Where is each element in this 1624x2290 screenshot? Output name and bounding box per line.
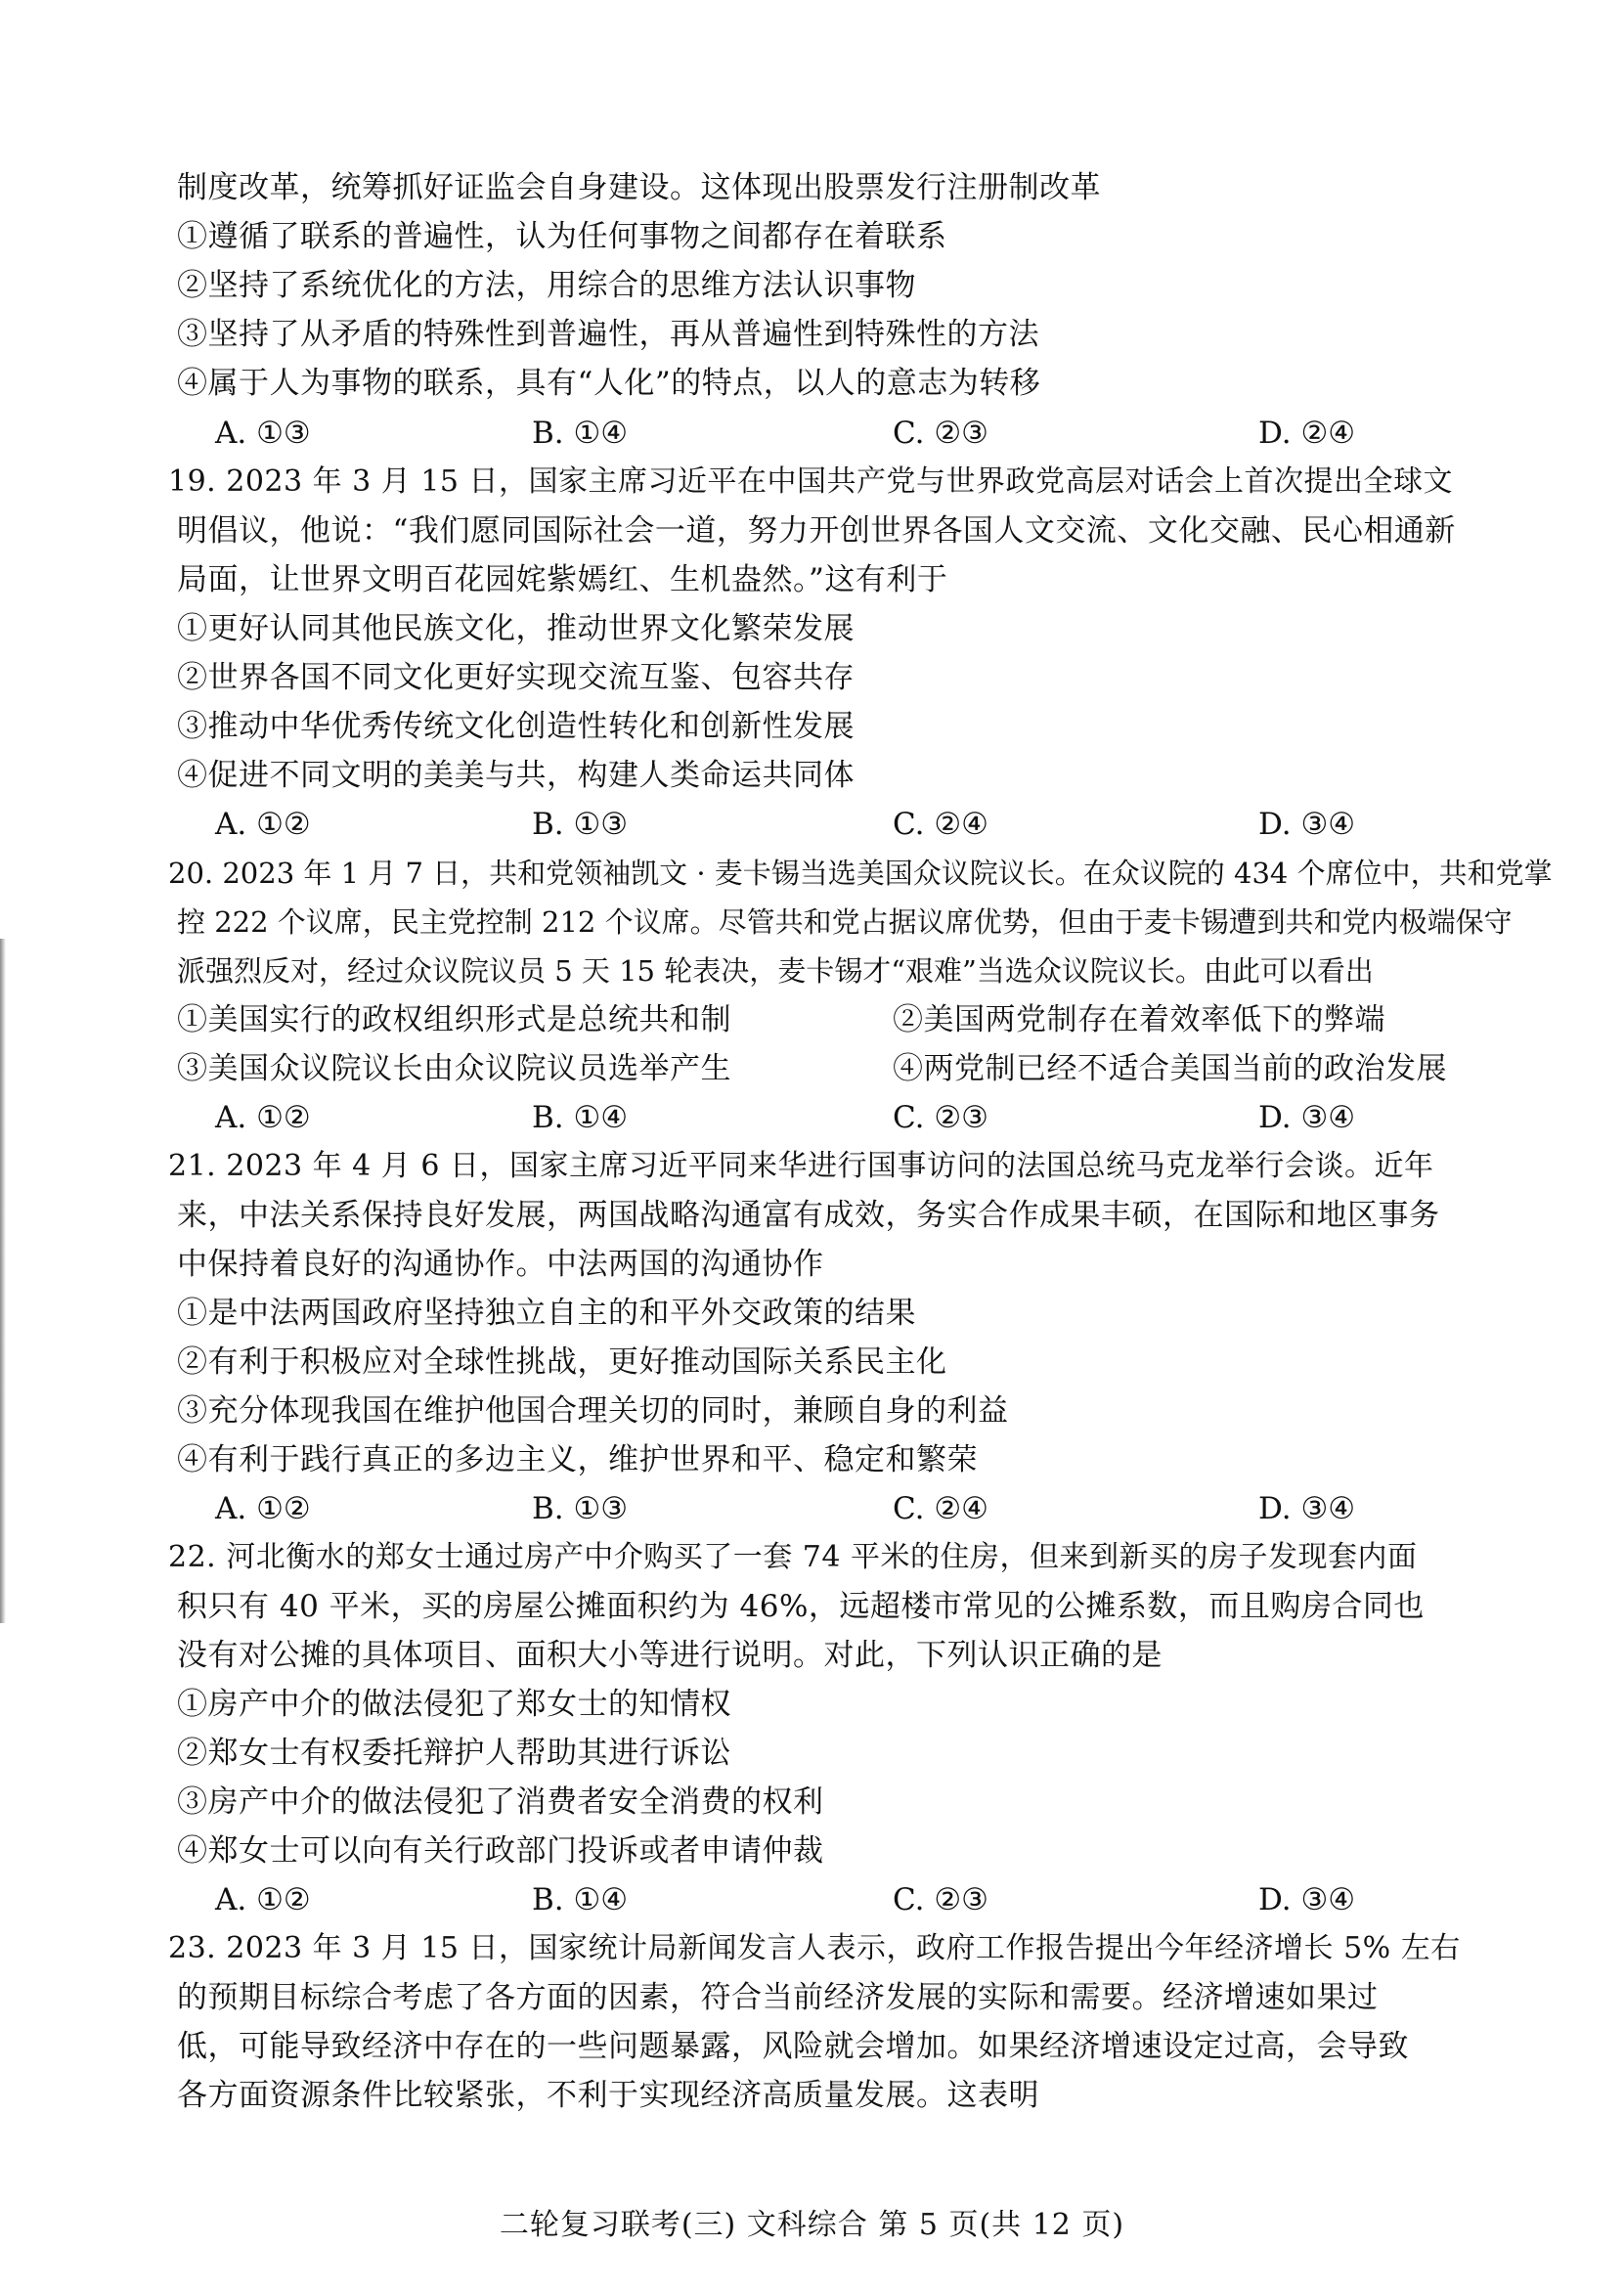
q20-option-c: C. ②③ <box>893 1100 988 1135</box>
q20-stem-line-1: 20. 2023 年 1 月 7 日，共和党领袖凯文 · 麦卡锡当选美国众议院议长。在众议院的 434 个席位中，共和党掌 <box>168 857 1553 890</box>
q19-item-3: ③推动中华优秀传统文化创造性转化和创新性发展 <box>177 709 855 744</box>
q21-item-1: ①是中法两国政府坚持独立自主的和平外交政策的结果 <box>177 1296 916 1331</box>
q20-item-2: ②美国两党制存在着效率低下的弊端 <box>893 1002 1385 1037</box>
q18-option-c: C. ②③ <box>893 416 988 451</box>
q21-item-3: ③充分体现我国在维护他国合理关切的同时，兼顾自身的利益 <box>177 1393 1009 1429</box>
q20-item-1: ①美国实行的政权组织形式是总统共和制 <box>177 1002 731 1037</box>
q19-option-c: C. ②④ <box>893 807 988 842</box>
q19-item-1: ①更好认同其他民族文化，推动世界文化繁荣发展 <box>177 611 855 646</box>
q22-item-1: ①房产中介的做法侵犯了郑女士的知情权 <box>177 1687 731 1722</box>
q22-item-3: ③房产中介的做法侵犯了消费者安全消费的权利 <box>177 1784 824 1820</box>
q18-item-1: ①遵循了联系的普遍性，认为任何事物之间都存在着联系 <box>177 219 947 254</box>
q21-stem-line-1: 21. 2023 年 4 月 6 日，国家主席习近平同来华进行国事访问的法国总统马克龙举行会谈。近年 <box>168 1149 1434 1183</box>
q19-option-b: B. ①③ <box>532 807 629 842</box>
q23-stem-line-2: 的预期目标综合考虑了各方面的因素，符合当前经济发展的实际和需要。经济增速如果过 <box>177 1980 1379 2015</box>
q20-option-b: B. ①④ <box>532 1100 629 1135</box>
q21-option-d: D. ③④ <box>1258 1491 1356 1526</box>
q20-item-3: ③美国众议院议长由众议院议员选举产生 <box>177 1051 731 1086</box>
q21-stem-line-2: 来，中法关系保持良好发展，两国战略沟通富有成效，务实合作成果丰硕，在国际和地区事务 <box>177 1198 1440 1233</box>
q21-option-c: C. ②④ <box>893 1491 988 1526</box>
q19-option-d: D. ③④ <box>1258 807 1356 842</box>
q20-stem-line-2: 控 222 个议席，民主党控制 212 个议席。尽管共和党占据议席优势，但由于麦卡锡遭到共和党内极端保守 <box>177 905 1513 939</box>
q21-item-2: ②有利于积极应对全球性挑战，更好推动国际关系民主化 <box>177 1344 947 1380</box>
q21-stem-line-3: 中保持着良好的沟通协作。中法两国的沟通协作 <box>177 1247 824 1282</box>
q18-item-4: ④属于人为事物的联系，具有“人化”的特点，以人的意志为转移 <box>177 366 1041 401</box>
q20-option-d: D. ③④ <box>1258 1100 1356 1135</box>
q21-option-b: B. ①③ <box>532 1491 629 1526</box>
q23-stem-line-4: 各方面资源条件比较紧张，不利于实现经济高质量发展。这表明 <box>177 2078 1039 2113</box>
q22-option-d: D. ③④ <box>1258 1882 1356 1917</box>
q22-option-a: A. ①② <box>215 1882 311 1917</box>
q22-stem-line-1: 22. 河北衡水的郑女士通过房产中介购买了一套 74 平米的住房，但来到新买的房子发现套内面 <box>168 1540 1418 1574</box>
q19-item-2: ②世界各国不同文化更好实现交流互鉴、包容共存 <box>177 660 855 695</box>
q22-item-2: ②郑女士有权委托辩护人帮助其进行诉讼 <box>177 1736 731 1771</box>
q23-stem-line-3: 低，可能导致经济中存在的一些问题暴露，风险就会增加。如果经济增速设定过高，会导致 <box>177 2029 1409 2064</box>
q19-stem-line-1: 19. 2023 年 3 月 15 日，国家主席习近平在中国共产党与世界政党高层对话会上首次提出全球文 <box>168 464 1454 499</box>
q20-item-4: ④两党制已经不适合美国当前的政治发展 <box>893 1051 1447 1086</box>
q18-option-b: B. ①④ <box>532 416 629 451</box>
q22-stem-line-3: 没有对公摊的具体项目、面积大小等进行说明。对此，下列认识正确的是 <box>177 1638 1163 1673</box>
q20-option-a: A. ①② <box>215 1100 311 1135</box>
q21-item-4: ④有利于践行真正的多边主义，维护世界和平、稳定和繁荣 <box>177 1442 978 1477</box>
scan-edge-shadow <box>0 939 6 1623</box>
q18-item-3: ③坚持了从矛盾的特殊性到普遍性，再从普遍性到特殊性的方法 <box>177 317 1039 352</box>
q18-option-d: D. ②④ <box>1258 416 1356 451</box>
page-footer: 二轮复习联考(三) 文科综合 第 5 页(共 12 页) <box>499 2208 1125 2242</box>
q22-option-b: B. ①④ <box>532 1882 629 1917</box>
q18-stem-line: 制度改革，统筹抓好证监会自身建设。这体现出股票发行注册制改革 <box>177 170 1101 205</box>
q23-stem-line-1: 23. 2023 年 3 月 15 日，国家统计局新闻发言人表示，政府工作报告提出今年经济增长 5% 左右 <box>168 1931 1461 1965</box>
q19-item-4: ④促进不同文明的美美与共，构建人类命运共同体 <box>177 758 855 793</box>
q18-item-2: ②坚持了系统优化的方法，用综合的思维方法认识事物 <box>177 268 916 303</box>
q22-item-4: ④郑女士可以向有关行政部门投诉或者申请仲裁 <box>177 1833 824 1869</box>
q22-stem-line-2: 积只有 40 平米，买的房屋公摊面积约为 46%，远超楼市常见的公摊系数，而且购房合同也 <box>177 1589 1425 1624</box>
q19-stem-line-3: 局面，让世界文明百花园姹紫嫣红、生机盎然。”这有利于 <box>177 562 948 597</box>
q19-option-a: A. ①② <box>215 807 311 842</box>
q20-stem-line-3: 派强烈反对，经过众议院议员 5 天 15 轮表决，麦卡锡才“艰难”当选众议院议长。由此可以看出 <box>177 954 1374 988</box>
q19-stem-line-2: 明倡议，他说：“我们愿同国际社会一道，努力开创世界各国人文交流、文化交融、民心相通新 <box>177 513 1456 549</box>
q18-option-a: A. ①③ <box>215 416 311 451</box>
q22-option-c: C. ②③ <box>893 1882 988 1917</box>
q21-option-a: A. ①② <box>215 1491 311 1526</box>
